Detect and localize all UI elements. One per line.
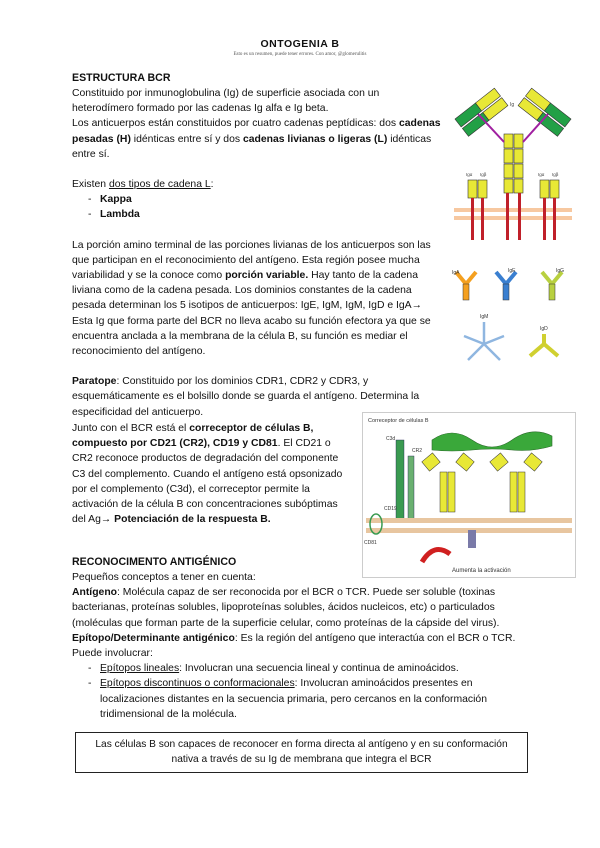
section-structure	[72, 71, 442, 420]
fig3-label: CR2	[412, 448, 423, 454]
highlight-box: Las células B son capaces de reconocer en forma directa al antígeno y en su conformación nativa a través de su Ig de membrana que integra el BCR	[75, 732, 528, 773]
list-item: - Kappa	[72, 192, 442, 207]
section-recognition	[72, 555, 532, 722]
fig2-label: IgM	[480, 314, 489, 320]
fig3-label: CD81	[364, 540, 377, 546]
para-variable: La porción amino terminal de las porciones livianas de los anticuerpos son las que participan en el reconocimiento del antígeno. Esta región posee mucha variabilidad y se la conoce como porción variable. Hay tanto de la cadena liviana como de la cadena pesada. Los dominios constantes de la cadena pesada determinan los 5 isotipos de anticuerpos: IgE, IgM, IgM, IgD e IgA→ Esta Ig que forma parte del BCR no lleva acabo su función efectora ya que se encuentra anclada a la membrana de la célula B, su función es mediar el reconocimiento del antígeno.	[72, 239, 431, 358]
fig3-label: C3d	[386, 436, 396, 442]
heading-reconocimiento: RECONOCIMENTO ANTIGÉNICO	[72, 556, 237, 568]
fig3-label: CD19	[384, 506, 397, 512]
fig3-title: Correceptor de células B	[368, 418, 429, 424]
fig2-label: IgE	[508, 268, 516, 274]
list-item: - Epítopos discontinuos o conformacionales: Involucran aminoácidos presentes en localizaciones distantes en la secuencia primaria, pero cercanos en la conformación tridimensional de la molécula.	[72, 676, 532, 722]
correceptor-figure	[362, 412, 576, 578]
fig1-label: Igα	[466, 172, 473, 177]
para-epitope: Epítopo/Determinante antigénico: Es la región del antígeno que interactúa con el BCR o TCR. Puede involucrar:	[72, 632, 516, 660]
isotypes-figure	[448, 264, 578, 376]
fig1-label: Igα	[538, 172, 545, 177]
para-correceptor: Junto con el BCR está el correceptor de células B, compuesto por CD21 (CR2), CD19 y CD81. El CD21 o CR2 reconoce productos de degradación del componente C3 del complemento. Cuando el antígeno está opsonizado por el complemento (C3d), el correceptor permite la activación de la célula B con concentraciones subóptimas del Ag→ Potenciación de la respuesta B.	[72, 423, 343, 526]
fig2-label: IgA	[452, 270, 460, 276]
para-antigen: Antígeno: Molécula capaz de ser reconocida por el BCR o TCR. Puede ser soluble (toxinas bacterianas, proteínas solubles, lipoproteínas solubles, ácidos nucleicos, etc) o particulados (moléculas que forman parte de la superficie celular, como proteínas de la cápside del virus).	[72, 587, 500, 629]
fig3-caption: Aumenta la activación	[452, 568, 511, 574]
fig1-label: Ig	[510, 102, 515, 108]
epitope-list	[72, 661, 532, 722]
fig2-label: IgG	[556, 268, 565, 274]
page-subtitle: Esto es un resumen, puede tener errores. Con amor, @glomerulitis	[233, 52, 367, 57]
list-item: - Lambda	[72, 207, 442, 222]
para-paratope: Paratope: Constituido por los dominios CDR1, CDR2 y CDR3, y esquemáticamente es el bolsillo donde se guarda el antígeno. Determina la especificidad del anticuerpo.	[72, 376, 420, 418]
heading-estructura: ESTRUCTURA BCR	[72, 72, 171, 84]
list-item: - Epítopos lineales: Involucran una secuencia lineal y continua de aminoácidos.	[72, 661, 532, 676]
bcr-structure-figure	[448, 70, 578, 248]
fig1-label: Igβ	[552, 172, 559, 177]
para-chains: Los anticuerpos están constituidos por cuatro cadenas peptídicas: dos cadenas pesadas (H) idénticas entre sí y dos cadenas livianas o ligeras (L) idénticas entre sí.	[72, 118, 441, 160]
fig2-label: IgD	[540, 326, 548, 332]
page-title: ONTOGENIA B	[260, 38, 340, 50]
para-types: Existen dos tipos de cadena L:	[72, 179, 214, 191]
fig1-label: Igβ	[480, 172, 487, 177]
para-bcr: Constituido por inmunoglobulina (Ig) de superficie asociada con un heterodímero formado por las cadenas Ig alfa e Ig beta.	[72, 88, 380, 115]
chain-types-list	[72, 192, 442, 222]
para-intro: Pequeños conceptos a tener en cuenta:	[72, 572, 256, 583]
